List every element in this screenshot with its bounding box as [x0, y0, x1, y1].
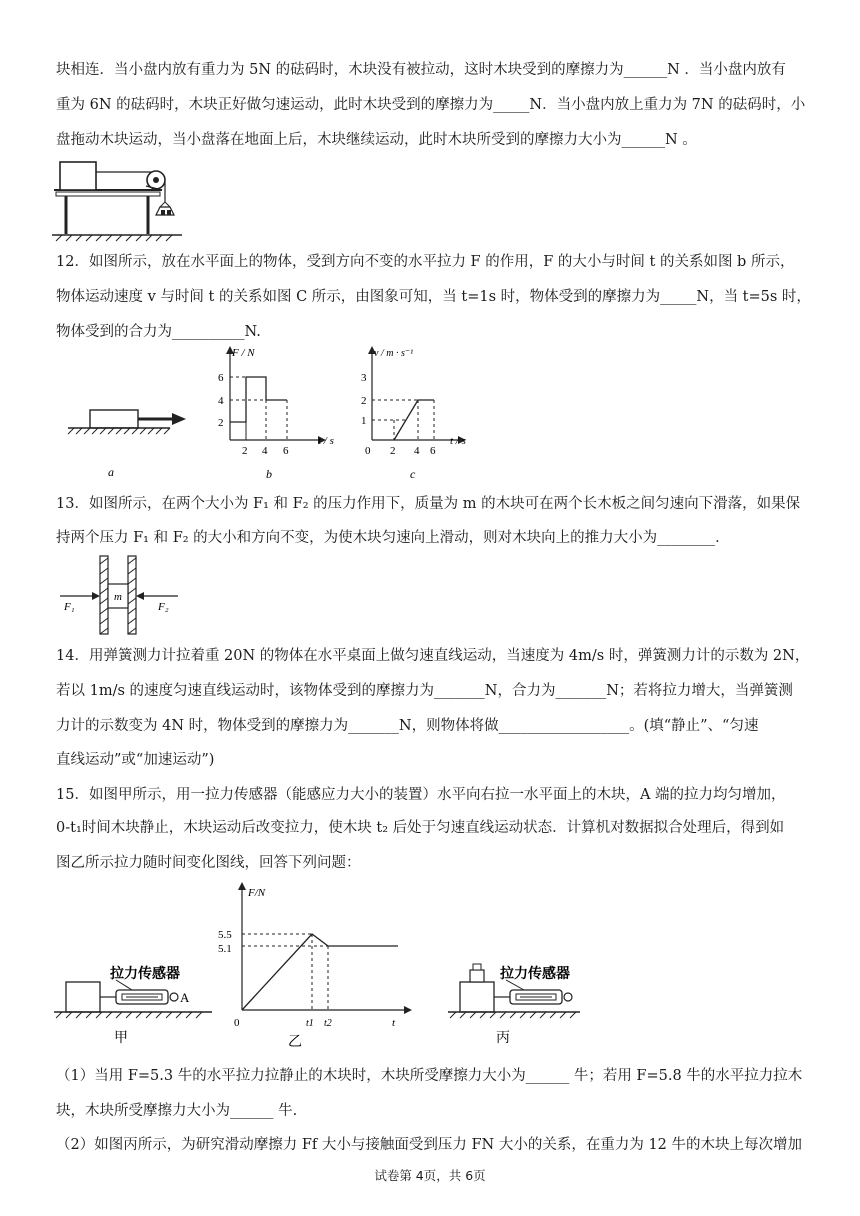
fig15-a-label: A: [180, 990, 190, 1005]
figure-15-sensor-setup: [52, 880, 582, 1056]
figure-12a-block: [60, 404, 192, 480]
q12-line-3: 物体受到的合力为__________N.: [56, 324, 261, 340]
fig15-t-axis: t: [392, 1017, 396, 1029]
q12-line-1: 12．如图所示，放在水平面上的物体，受到方向不变的水平拉力 F 的作用，F 的大小与时间 t 的关系如图 b 所示，: [56, 254, 795, 270]
fig15-ytick-low: 5.1: [218, 943, 232, 955]
fig12-label-c: c: [410, 467, 416, 481]
fig12c-ytick: 1: [361, 415, 367, 427]
fig15-label-yi: 乙: [288, 1035, 302, 1050]
q14-line-3: 力计的示数变为 4N 时，物体受到的摩擦力为_______N，则物体将做__________________。(填“静止”、“匀速: [56, 718, 759, 734]
figure-11-pulley-setup: [52, 160, 182, 242]
figure-12c-velocity-time-graph: [360, 340, 480, 482]
q15-sub1-line-2: 块，木块所受摩擦力大小为______ 牛.: [56, 1103, 298, 1119]
fig12b-ytick: 4: [218, 395, 224, 407]
fig12c-xtick: 2: [390, 445, 396, 457]
fig15-origin: 0: [234, 1017, 240, 1029]
fig12b-ytick: 6: [218, 372, 224, 384]
figure-12b-force-time-graph: [210, 340, 340, 482]
page-footer: 试卷第 4页，共 6页: [374, 1168, 486, 1183]
fig12c-xtick: 6: [430, 445, 436, 457]
q15-sub1-line-1: （1）当用 F=5.3 牛的水平拉力拉静止的木块时，木块所受摩擦力大小为______ 牛；若用 F=5.8 牛的水平拉力拉木: [56, 1068, 803, 1084]
fig12b-ylabel: F / N: [232, 347, 255, 359]
fig12-label-a: a: [108, 465, 114, 479]
q14-line-2: 若以 1m/s 的速度匀速直线运动时，该物体受到的摩擦力为_______N，合力为_______N；若将拉力增大，当弹簧测: [56, 683, 793, 699]
fig12b-xtick: 6: [283, 445, 289, 457]
fig13-mass-label: m: [114, 591, 122, 603]
fig15-label-bing: 丙: [496, 1031, 510, 1046]
fig12c-xtick: 0: [365, 445, 371, 457]
fig12c-ytick: 2: [361, 395, 367, 407]
q12-line-2: 物体运动速度 v 与时间 t 的关系如图 C 所示，由图象可知，当 t=1s 时，物体受到的摩擦力为_____N，当 t=5s 时，: [56, 289, 811, 305]
q15-line-2: 0-t₁时间木块静止，木块运动后改变拉力，使木块 t₂ 后处于匀速直线运动状态．计算机对数据拟合处理后，得到如: [56, 820, 785, 836]
fig15-ylabel: F/N: [248, 887, 266, 899]
q13-line-2: 持两个压力 F₁ 和 F₂ 的大小和方向不变，为使木块匀速向上滑动，则对木块向上的推力大小为________．: [56, 530, 730, 546]
q11-line-1: 块相连．当小盘内放有重力为 5N 的砝码时，木块没有被拉动，这时木块受到的摩擦力为______N ．当小盘内放有: [56, 62, 786, 78]
figure-13-block-between-boards: [58, 554, 198, 636]
fig12c-xtick: 4: [414, 445, 420, 457]
q15-line-3: 图乙所示拉力随时间变化图线，回答下列问题：: [56, 855, 361, 871]
q11-line-2: 重为 6N 的砝码时，木块正好做匀速运动，此时木块受到的摩擦力为_____N．当小盘内放上重力为 7N 的砝码时，小: [56, 97, 806, 113]
fig15-t2: t2: [324, 1018, 332, 1029]
q15-line-1: 15．如图甲所示，用一拉力传感器（能感应力大小的装置）水平向右拉一水平面上的木块，A 端的拉力均匀增加，: [56, 787, 786, 803]
fig15-t1: t1: [306, 1018, 314, 1029]
fig12b-xtick: 2: [242, 445, 248, 457]
fig15-sensor-label-jia: 拉力传感器: [110, 967, 180, 982]
fig12c-ylabel: v / m · s⁻¹: [374, 348, 414, 359]
fig12c-xlabel: t / s: [450, 435, 466, 447]
fig12c-ytick: 3: [361, 372, 367, 384]
q11-line-3: 盘拖动木块运动，当小盘落在地面上后，木块继续运动，此时木块所受到的摩擦力大小为______N 。: [56, 132, 697, 148]
fig15-ytick-high: 5.5: [218, 929, 232, 941]
fig12b-ytick: 2: [218, 417, 224, 429]
fig15-label-jia: 甲: [114, 1031, 128, 1046]
fig13-f2-label: F₂: [158, 601, 169, 613]
q13-line-1: 13．如图所示，在两个大小为 F₁ 和 F₂ 的压力作用下，质量为 m 的木块可在两个长木板之间匀速向下滑落，如果保: [56, 496, 801, 512]
q15-sub2-line-1: （2）如图丙所示，为研究滑动摩擦力 Ff 大小与接触面受到压力 FN 大小的关系，在重力为 12 牛的木块上每次增加: [56, 1137, 803, 1153]
fig13-f1-label: F₁: [64, 601, 75, 613]
fig15-sensor-label-bing: 拉力传感器: [500, 967, 570, 982]
fig12-label-b: b: [266, 467, 272, 481]
q14-line-1: 14．用弹簧测力计拉着重 20N 的物体在水平桌面上做匀速直线运动，当速度为 4m/s 时，弹簧测力计的示数为 2N，: [56, 648, 810, 664]
fig12b-xlabel: t / s: [318, 435, 334, 447]
fig12b-xtick: 4: [262, 445, 268, 457]
q14-line-4: 直线运动”或“加速运动”): [56, 752, 215, 768]
